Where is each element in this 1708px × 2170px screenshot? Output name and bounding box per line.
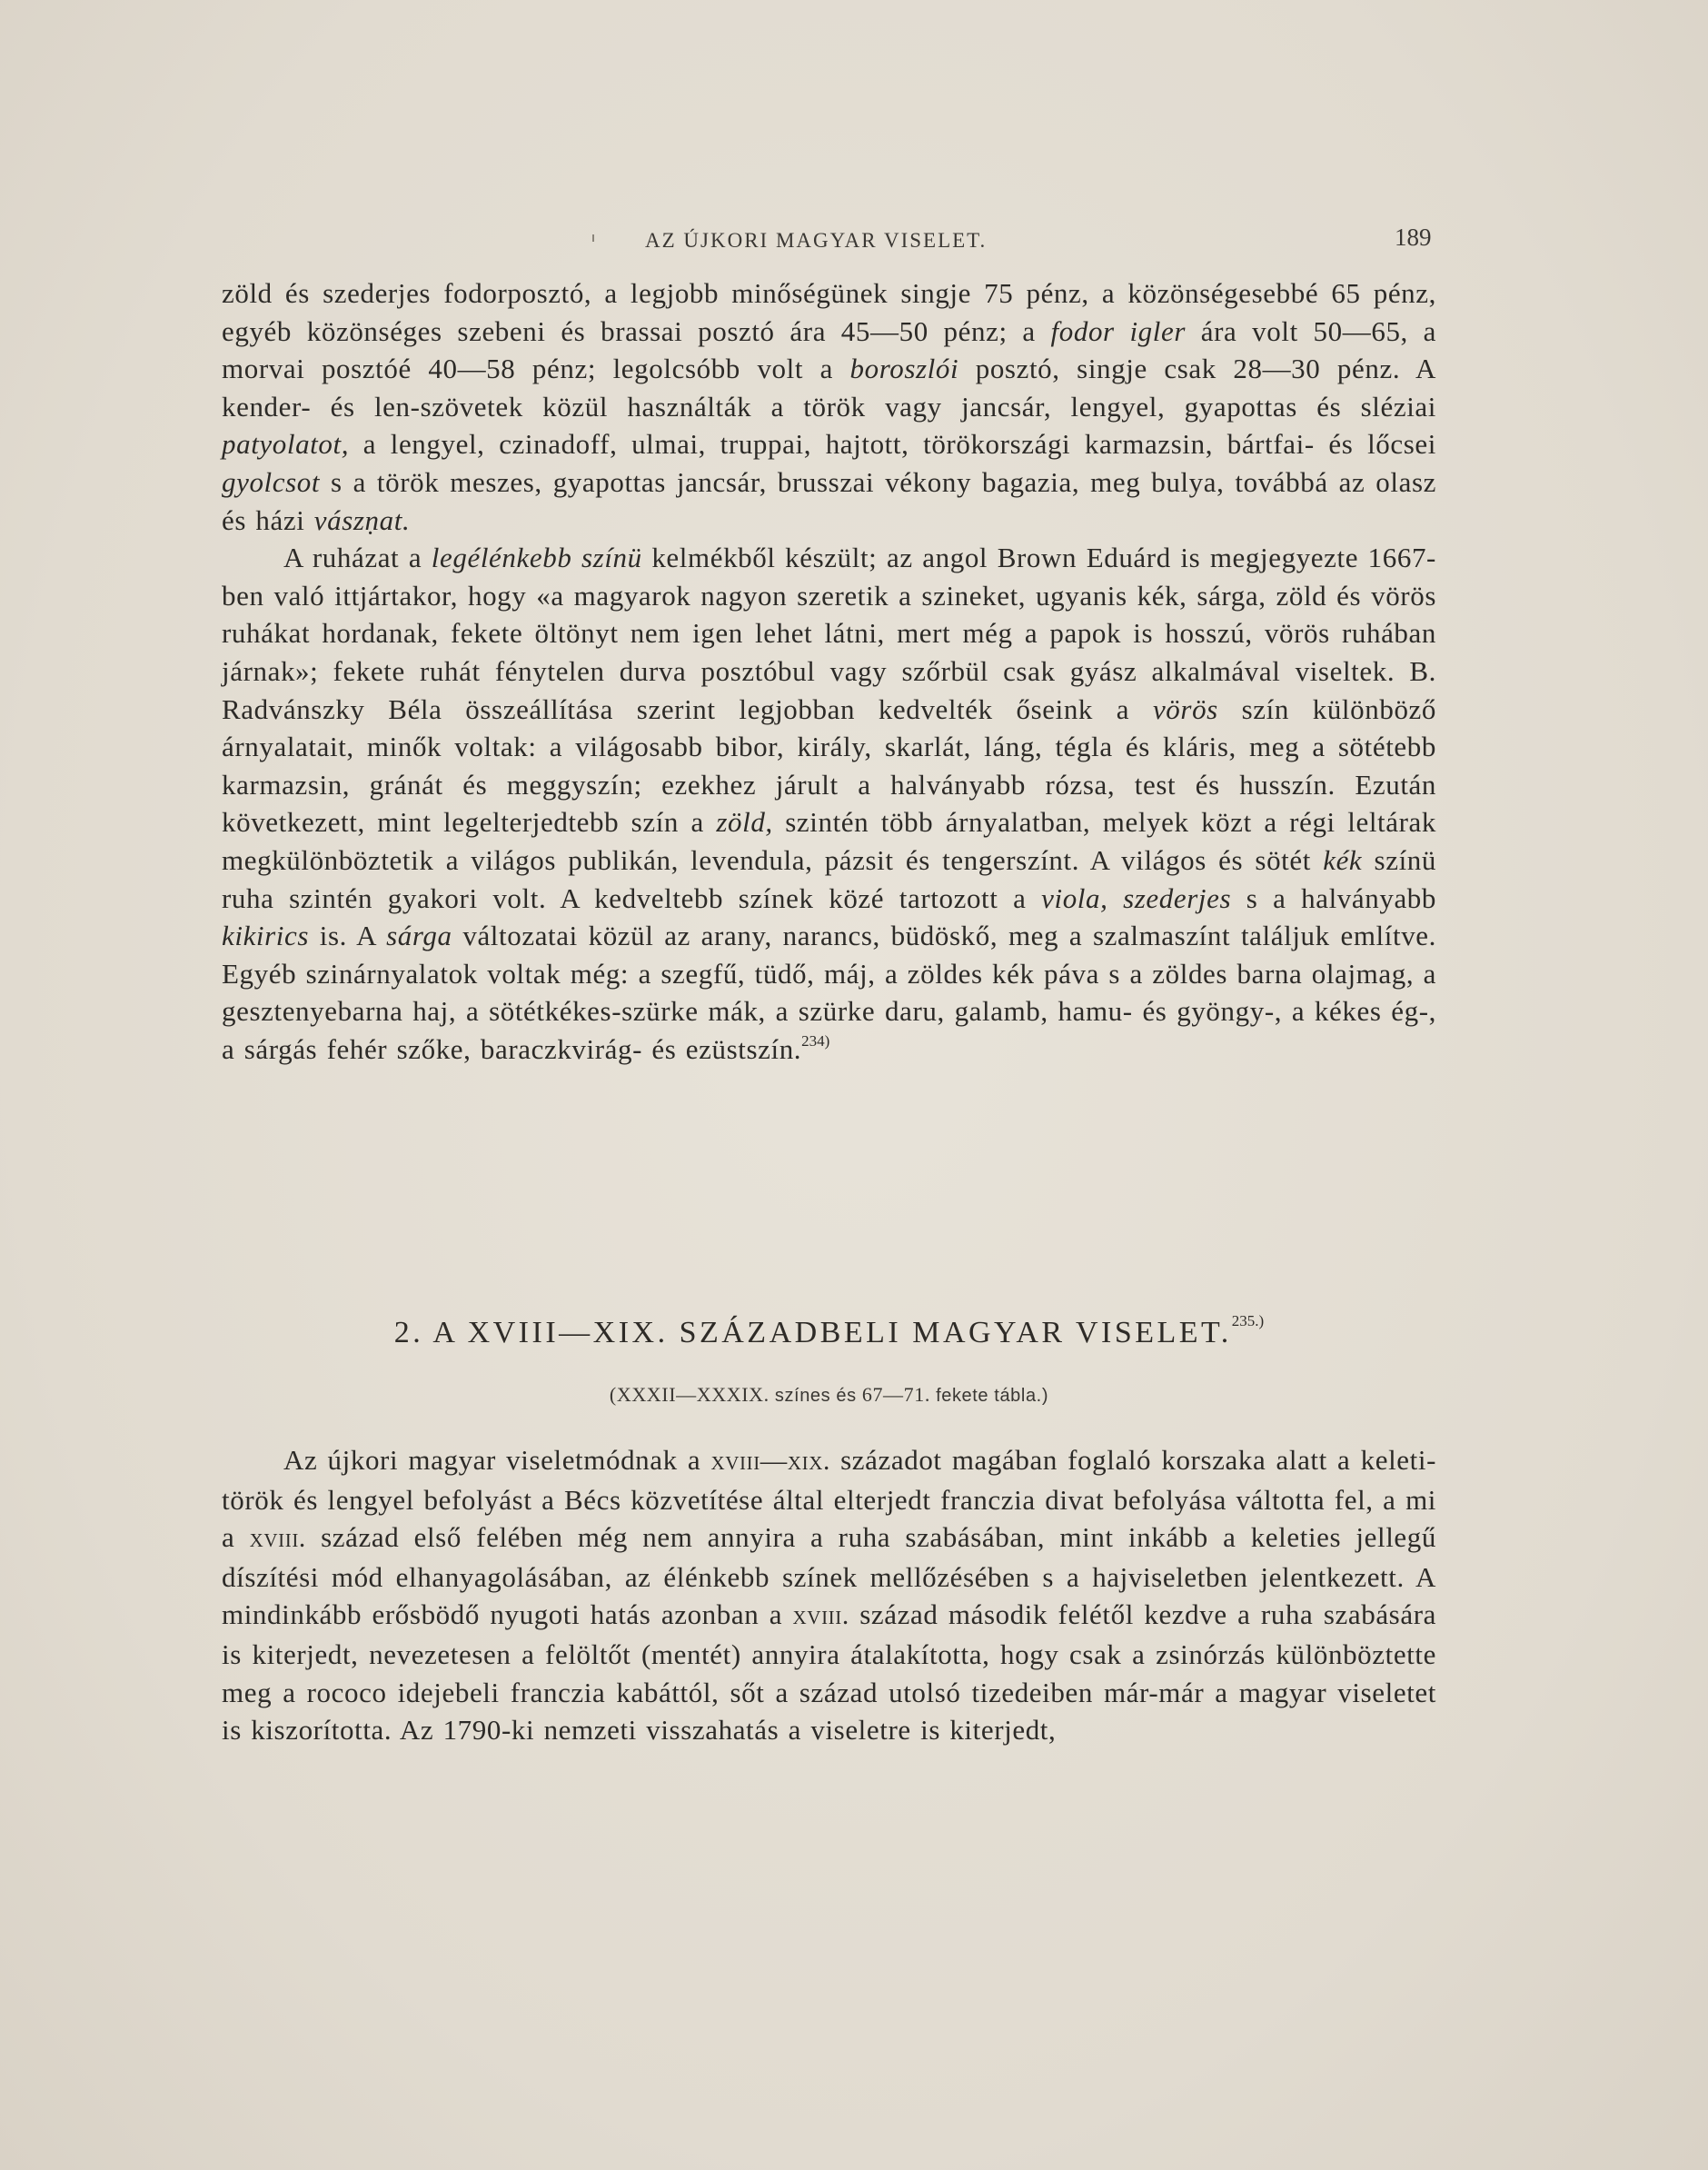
italic-term: gyolcsot: [222, 465, 321, 498]
plates-reference: [222, 1383, 1436, 1407]
italic-term: boroszlói: [849, 353, 959, 385]
text-run: A ruházat a: [283, 542, 432, 574]
text-run: századot magában foglaló korszaka alatt a keleti-török és lengyel befolyást a Bécs közvetítése által elterjedt franczia divat befolyása váltotta fel, a mi a: [222, 1444, 1436, 1554]
text-run: s a török meszes, gyapottas jancsár, brusszai vékony bagazia, meg bulya, továbbá az olasz és házi: [222, 465, 1436, 536]
text-run: Az újkori magyar viseletmódnak a: [283, 1444, 711, 1476]
text-run: század második felétől kezdve a ruha szabására is kiterjedt, nevezetesen a felöltőt (mentét) annyira átalakította, hogy csak a zsinórzás különböztette meg a rococo idejebeli franczia kabáttól, sőt a század utolsó tizedeiben már-már a magyar viseletet is kiszorította. Az 1790-ki nemzeti visszahatás a viseletre is kiterjedt,: [222, 1598, 1436, 1747]
italic-term: patyolatot,: [222, 428, 350, 461]
text-run: kelmékből készült; az angol Brown Eduárd is megjegyezte 1667-ben való ittjártakor, hogy «a magyarok nagyon szeretik a szineket, ugyanis kék, sárga, zöld és vörös ruhákat hordanak, fekete öltönyt nem igen lehet látni, mert még a papok is hosszú, vörös ruhában járnak»; fekete ruhát fénytelen durva posztóbul vagy szőrbül csak gyász alkalmával viseltek. B. Radvánszky Béla összeállítása szerint legjobban kedvelték őseink a: [222, 542, 1436, 725]
italic-term: sárga: [386, 920, 452, 952]
italic-term: vörös: [1152, 692, 1218, 725]
italic-term: legélénkebb színü: [431, 542, 642, 574]
text-run: század első felében még nem annyira a ruha szabásában, mint inkább a keleties jellegű díszítési mód elhanyagolásában, az élénkebb színek mellőzésében s a hajviseletben jelentkezett. A mindinkább erősbödő nyugoti hatás azonban a: [222, 1521, 1436, 1631]
paragraph-colours: [222, 539, 1436, 1068]
text-run: s a halványabb: [1231, 881, 1436, 914]
footnote-marker: 234): [801, 1031, 830, 1050]
section-title: 2. A XVIII—XIX. SZÁZADBELI MAGYAR VISELET.: [393, 1316, 1232, 1349]
small-caps-numeral: xviii—xix.: [710, 1447, 830, 1476]
text-run: posztó, singje csak 28—30 pénz. A kender- és len-szövetek közül használták a török vagy jancsár, lengyel, gyapottas és sléziai: [222, 353, 1436, 423]
italic-term: viola, szederjes: [1041, 881, 1232, 914]
plates-numbers: 67—71.: [861, 1383, 930, 1406]
paragraph-fabrics: [222, 274, 1436, 539]
text-block-top: [222, 274, 1436, 1068]
text-run: a lengyel, czinadoff, ulmai, truppai, hajtott, törökországi karmazsin, bártfai- és lőcsei: [349, 428, 1436, 461]
printer-tick-mark: [592, 234, 594, 242]
page-number: 189: [1395, 224, 1432, 251]
paragraph-modern-dress: [222, 1441, 1436, 1749]
italic-term: vászṇat.: [313, 503, 411, 536]
text-run: szín különböző árnyalatait, minők voltak: a világosabb bibor, király, skarlát, láng, tégla és kláris, meg a sötétebb karmazsin, gránát és meggyszín; ezekhez járult a halványabb rózsa, test és husszín. Ezután következett, mint legelterjedtebb szín a: [222, 692, 1437, 839]
text-run: is. A: [309, 920, 387, 952]
text-block-bottom: [222, 1441, 1436, 1749]
italic-term: zöld,: [716, 806, 773, 839]
section-heading: [222, 1312, 1436, 1350]
text-run: zöld és szederjes fodorposztó, a legjobb minőségünek singje 75 pénz, a közönségesebbé 65 pénz, egyéb közönséges szebeni és brassai posztó ára 45—50 pénz; a: [222, 277, 1436, 347]
text-run: változatai közül az arany, narancs, büdöskő, meg a szalmaszínt találjuk említve. Egyéb szinárnyalatok voltak még: a szegfű, tüdő, máj, a zöldes kék páva s a zöldes barna olajmag, a gesztenyebarna haj, a sötétkékes-szürke mák, a szürke daru, galamb, hamu- és gyöngy-, a kékes ég-, a sárgás fehér szőke, baraczkvirág- és ezüstszín.: [222, 920, 1436, 1065]
plates-text: fekete tábla.): [936, 1386, 1049, 1406]
text-run: szintén több árnyalatban, melyek közt a régi leltárak megkülönböztetik a világos publikán, levendula, pázsit és tengerszínt. A világos és sötét: [222, 806, 1436, 876]
running-head: AZ ÚJKORI MAGYAR VISELET.: [645, 229, 988, 252]
small-caps-numeral: xviii.: [792, 1601, 849, 1631]
text-run: ára volt 50—65, a morvai posztóé 40—58 pénz; legolcsóbb volt a: [222, 314, 1436, 385]
italic-term: fodor igler: [1050, 314, 1187, 347]
italic-term: kikirics: [222, 920, 310, 952]
footnote-marker: 235.): [1231, 1312, 1265, 1329]
plates-roman: (XXXII—XXXIX.: [609, 1383, 770, 1406]
plates-text: színes és: [774, 1386, 857, 1406]
italic-term: kék: [1323, 843, 1363, 876]
text-run: színü ruha szintén gyakori volt. A kedveltebb színek közé tartozott a: [222, 843, 1436, 914]
small-caps-numeral: xviii.: [249, 1524, 306, 1554]
